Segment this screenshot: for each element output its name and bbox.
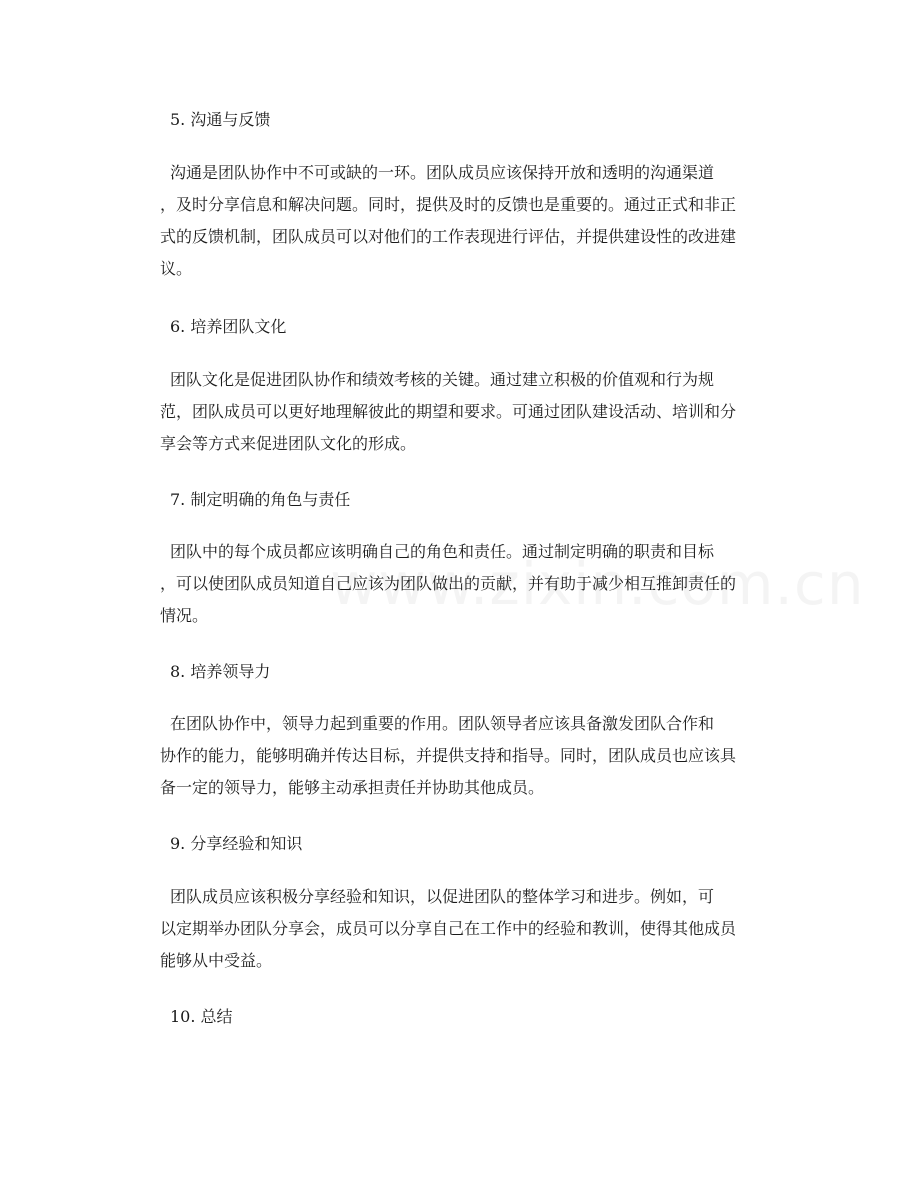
paragraph-line: 范，团队成员可以更好地理解彼此的期望和要求。可通过团队建设活动、培训和分 [160, 402, 737, 421]
section-paragraph-5 [160, 157, 790, 285]
section-heading-8: 8. 培养领导力 [170, 662, 271, 681]
section-paragraph-8 [160, 708, 790, 804]
section-heading-5: 5. 沟通与反馈 [170, 110, 271, 129]
paragraph-line: 能够从中受益。 [160, 951, 273, 970]
paragraph-line: 团队中的每个成员都应该明确自己的角色和责任。通过制定明确的职责和目标 [170, 542, 715, 561]
paragraph-line: 以定期举办团队分享会，成员可以分享自己在工作中的经验和教训，使得其他成员 [160, 919, 737, 938]
paragraph-line: 备一定的领导力，能够主动承担责任并协助其他成员。 [160, 778, 545, 797]
paragraph-line: 沟通是团队协作中不可或缺的一环。团队成员应该保持开放和透明的沟通渠道 [170, 163, 715, 182]
section-paragraph-6 [160, 364, 790, 460]
paragraph-line: 团队成员应该积极分享经验和知识，以促进团队的整体学习和进步。例如，可 [170, 887, 715, 906]
paragraph-line: 享会等方式来促进团队文化的形成。 [160, 434, 417, 453]
paragraph-line: 议。 [160, 259, 193, 278]
paragraph-line: 协作的能力，能够明确并传达目标，并提供支持和指导。同时，团队成员也应该具 [160, 746, 737, 765]
section-heading-7: 7. 制定明确的角色与责任 [170, 490, 351, 509]
paragraph-line: 情况。 [160, 606, 209, 625]
section-heading-10: 10. 总结 [170, 1007, 233, 1026]
section-paragraph-9 [160, 881, 790, 977]
paragraph-line: 式的反馈机制，团队成员可以对他们的工作表现进行评估，并提供建设性的改进建 [160, 227, 737, 246]
paragraph-line: ，可以使团队成员知道自己应该为团队做出的贡献，并有助于减少相互推卸责任的 [160, 574, 737, 593]
paragraph-line: ，及时分享信息和解决问题。同时，提供及时的反馈也是重要的。通过正式和非正 [160, 195, 737, 214]
section-paragraph-7 [160, 536, 790, 632]
paragraph-line: 在团队协作中，领导力起到重要的作用。团队领导者应该具备激发团队合作和 [170, 714, 715, 733]
section-heading-9: 9. 分享经验和知识 [170, 834, 303, 853]
section-heading-6: 6. 培养团队文化 [170, 317, 287, 336]
paragraph-line: 团队文化是促进团队协作和绩效考核的关键。通过建立积极的价值观和行为规 [170, 370, 715, 389]
